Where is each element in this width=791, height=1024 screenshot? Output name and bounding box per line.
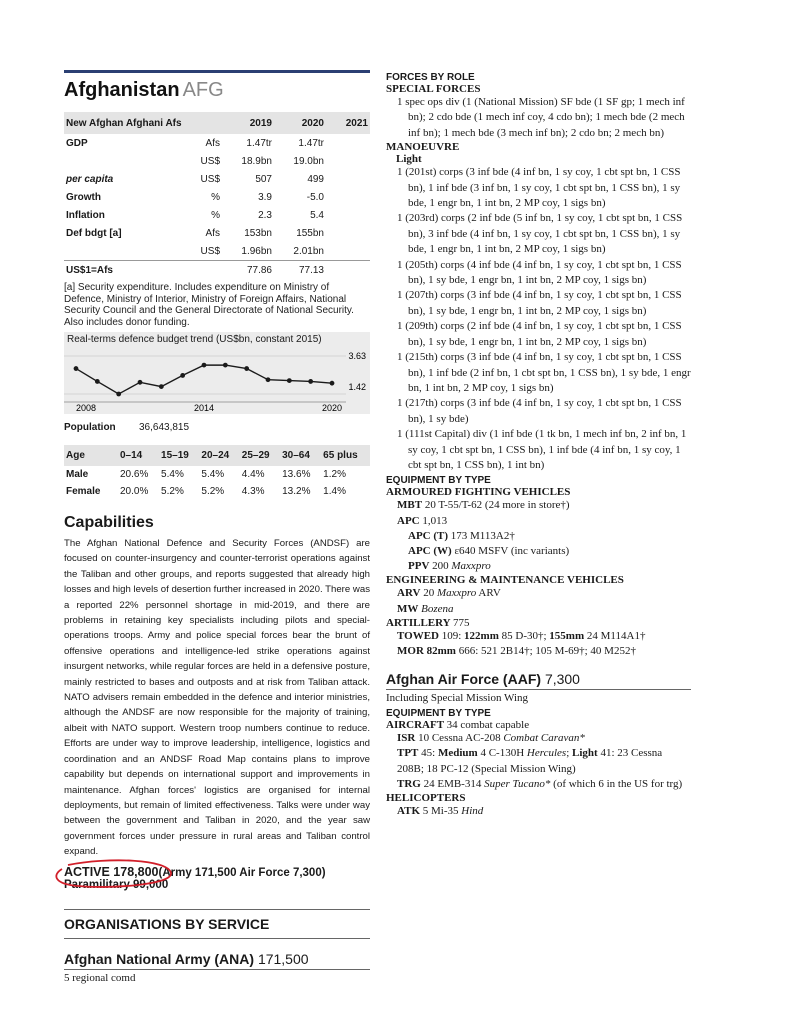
artillery-heading: ARTILLERY 775 [386,616,470,629]
chart-point [116,392,121,397]
chart-point [202,363,207,368]
econ-row: per capita US$ 507 499 [66,173,324,185]
econ-header-2021: 2021 [326,112,370,134]
econ-header-currency: New Afghan Afghani Afs [64,112,186,134]
engmaint-heading: ENGINEERING & MAINTENANCE VEHICLES [386,574,624,587]
chart-point [159,384,164,389]
econ-header-2020: 2020 [274,112,326,134]
corps-item: 1 (209th) corps (2 inf bde (4 inf bn, 1 sy coy, 1 cbt spt bn, 1 CSS bn), 1 sy bde, 1 engr bn, 1 int bn, 2 MP coy, 1 sigs bn) [397,320,682,348]
corps-item: 1 (217th) corps (3 inf bde (4 inf bn, 1 sy coy, 1 cbt spt bn, 1 CSS bn), 1 sy bde) [397,397,682,425]
army-name: Afghan National Army (ANA) [64,950,255,967]
capabilities-heading: Capabilities [64,514,154,531]
budget-trend-chart [64,332,370,414]
econ-row: Def bdgt [a] Afs 153bn 155bn [66,227,324,239]
chart-title: Real-terms defence budget trend (US$bn, constant 2015) [67,334,322,345]
paramilitary: Paramilitary 99,000 [64,878,169,891]
mbt-line: MBT 20 T-55/T-62 (24 more in store†) [397,499,570,512]
chart-point [223,363,228,368]
corps-item: 1 (215th) corps (3 inf bde (4 inf bn, 1 sy coy, 1 cbt spt bn, 1 CSS bn), 1 inf bde (2 inf bn, 1 cbt spt bn, 1 CSS bn), 1 sy bde, 1 engr bn, 1 int bn, 2 MP coy, 1 sigs bn) [397,351,691,394]
chart-point [138,380,143,385]
population-label: Population [64,422,116,433]
chart-point [74,366,79,371]
corps-item: 1 (203rd) corps (2 inf bde (5 inf bn, 1 sy coy, 1 cbt spt bn, 1 CSS bn), 3 inf bde (4 inf bn, 1 sy coy, 1 cbt spt bn, 1 CSS bn), 1 sy bde, 1 engr bn, 1 int bn, 2 MP coy, 1 sigs bn) [397,212,683,256]
chart-series-line [76,365,332,394]
active-label: ACTIVE 178,800 [64,864,159,879]
equipment-heading: EQUIPMENT BY TYPE [386,475,491,487]
country-code: AFG [182,79,224,101]
econ-row: US$ 1.96bn 2.01bn [200,245,324,257]
handwritten-circle [48,859,178,893]
econ-row: Growth % 3.9 -5.0 [66,191,324,203]
arv-line: ARV 20 Maxxpro ARV [397,587,501,600]
air-force-heading: Afghan Air Force (AAF) 7,300 [386,671,691,690]
light-heading: Light [396,153,422,166]
chart-ymin-label: 1.42 [348,382,366,392]
title-rule [64,70,370,73]
apct-line: APC (T) 173 M113A2† [408,529,515,542]
ppv-line: PPV 200 Maxxpro [408,560,491,573]
chart-x-tick-label: 2020 [321,403,343,413]
army-regional: 5 regional comd [64,971,136,984]
active-breakdown: (Army 171,500 Air Force 7,300) [158,866,326,879]
atk-line: ATK 5 Mi-35 Hind [397,804,484,817]
towed-line: TOWED 109: 122mm 85 D-30†; 155mm 24 M114A1† [397,629,646,642]
chart-point [95,379,100,384]
population-row [64,422,370,433]
age-header: Age 0–14 15–19 20–24 25–29 30–64 65 plus [64,445,370,466]
apcw-line: APC (W) ε640 MSFV (inc variants) [408,544,570,557]
afv-heading: ARMOURED FIGHTING VEHICLES [386,486,571,499]
chart-svg [64,332,370,414]
air-force-sub: Including Special Mission Wing [386,692,529,705]
economic-table [64,112,370,279]
age-row: Female 20.0% 5.2% 5.2% 4.3% 13.2% 1.4% [66,486,346,497]
corps-item: 1 (207th) corps (3 inf bde (4 inf bn, 1 sy coy, 1 cbt spt bn, 1 CSS bn), 1 sy bde, 1 engr bn, 1 int bn, 2 MP coy, 1 sigs bn) [397,289,682,317]
chart-x-tick-label: 2014 [193,403,215,413]
corps-item: 1 (201st) corps (3 inf bde (4 inf bn, 1 sy coy, 1 cbt spt bn, 1 CSS bn), 1 inf bde (3 inf bn, 1 sy coy, 1 cbt spt bn, 1 CSS bn), 1 sy bde, 1 engr bn, 1 int bn, 2 MP coy, 1 sigs bn) [397,166,681,210]
af-equipment-heading: EQUIPMENT BY TYPE [386,708,491,720]
age-table [64,445,370,500]
chart-point [330,381,335,386]
chart-point [266,377,271,382]
chart-point [180,373,185,378]
econ-row: GDP Afs 1.47tr 1.47tr [66,137,324,149]
forces-by-role-heading: FORCES BY ROLE [386,72,475,83]
apc-line: APC 1,013 [397,514,448,527]
chart-point [244,366,249,371]
active-strength [64,865,370,879]
chart-ymax-label: 3.63 [348,351,366,361]
econ-row: Inflation % 2.3 5.4 [66,209,324,221]
country-name: Afghanistan [64,79,180,101]
econ-header [64,112,370,134]
capabilities-body: The Afghan National Defence and Security Forces (ANDSF) are focused on counter-insurgency and counter-terrorist operations against the Taliban and other groups, and reports suggested that already high losses and high levels of desertion further increased in 2020. There was a reported 22% personnel shortage in mid-2019, and there are problems in retaining key specialists including pilots and special-operations troops. Army and police special forces bear the brunt of offensive operations and intelligence-led strike operations against insurgent networks, while regular forces are held in a defensive posture, mainly restricted to bases and outposts and at risk from Taliban attack. NATO advisers remain embedded in the defence and interior ministries, although the ANDSF are now responsible for the majority of training, albeit with NATO support. Western troop numbers continue to reduce. Efforts are under way to improve leadership, intelligence, logistics and coordination and an ANDSF Road Map contains plans to improve capability but depends on international support and improvements in maintenance. Afghan forces' logistics are organised for internal deployments, but remain of limited effectiveness. Talks were under way between the government and Taliban in 2020, and the year saw government forces under pressure in rural areas and Taliban control expand. [64,538,370,858]
army-heading [64,951,370,970]
country-title [64,79,370,102]
manoeuvre-heading: MANOEUVRE [386,141,460,154]
econ-row: US$1=Afs 77.86 77.13 [64,261,370,280]
tpt-line: TPT 45: Medium 4 C-130H Hercules; Light 41: 23 Cessna 208B; 18 PC-12 (Special Mission Wing) [397,747,663,775]
trg-line: TRG 24 EMB-314 Super Tucano* (of which 6 in the US for trg) [397,777,683,790]
econ-row: US$ 18.9bn 19.0bn [200,155,324,167]
isr-line: ISR 10 Cessna AC-208 Combat Caravan* [397,732,585,745]
mw-line: MW Bozena [397,602,454,615]
helicopters-heading: HELICOPTERS [386,791,466,804]
corps-item: 1 (111st Capital) div (1 inf bde (1 tk bn, 1 mech inf bn, 2 inf bn, 1 sy coy, 1 cbt spt bn, 1 CSS bn), 1 inf bde (4 inf bn, 1 sy coy, 1 cbt spt bn, 1 CSS bn), 1 int bn) [397,428,687,471]
aircraft-heading: AIRCRAFT 34 combat capable [386,719,530,732]
sf-item: 1 spec ops div (1 (National Mission) SF bde (1 SF gp; 1 mech inf bn); 2 cdo bde (1 mech inf coy, 4 cdo bn); 1 mech bde (2 mech inf bn); 1 mech bde (3 mech inf bn); 2 cdo bn; 2 mech bn) [397,96,685,139]
corps-item: 1 (205th) corps (4 inf bde (4 inf bn, 1 sy coy, 1 cbt spt bn, 1 CSS bn), 1 sy bde, 1 engr bn, 1 int bn, 2 MP coy, 1 sigs bn) [397,258,682,287]
econ-header-2019: 2019 [222,112,274,134]
org-by-service-heading: ORGANISATIONS BY SERVICE [64,909,370,939]
chart-x-tick-label: 2008 [76,403,97,413]
mor-line: MOR 82mm 666: 521 2B14†; 105 M-69†; 40 M252† [397,644,636,657]
population-value: 36,643,815 [139,422,190,433]
chart-point [308,379,313,384]
chart-point [287,378,292,383]
left-column [64,70,370,984]
special-forces-heading: SPECIAL FORCES [386,83,481,95]
econ-footnote: [a] Security expenditure. Includes expenditure on Ministry of Defence, Ministry of Interior, Ministry of Foreign Affairs, National Security Council and the General Directorate of National Security. Also includes donor funding. [64,282,354,328]
age-row: Male 20.6% 5.4% 5.4% 4.4% 13.6% 1.2% [66,469,346,480]
right-column [386,70,691,819]
army-strength: 171,500 [257,950,309,967]
